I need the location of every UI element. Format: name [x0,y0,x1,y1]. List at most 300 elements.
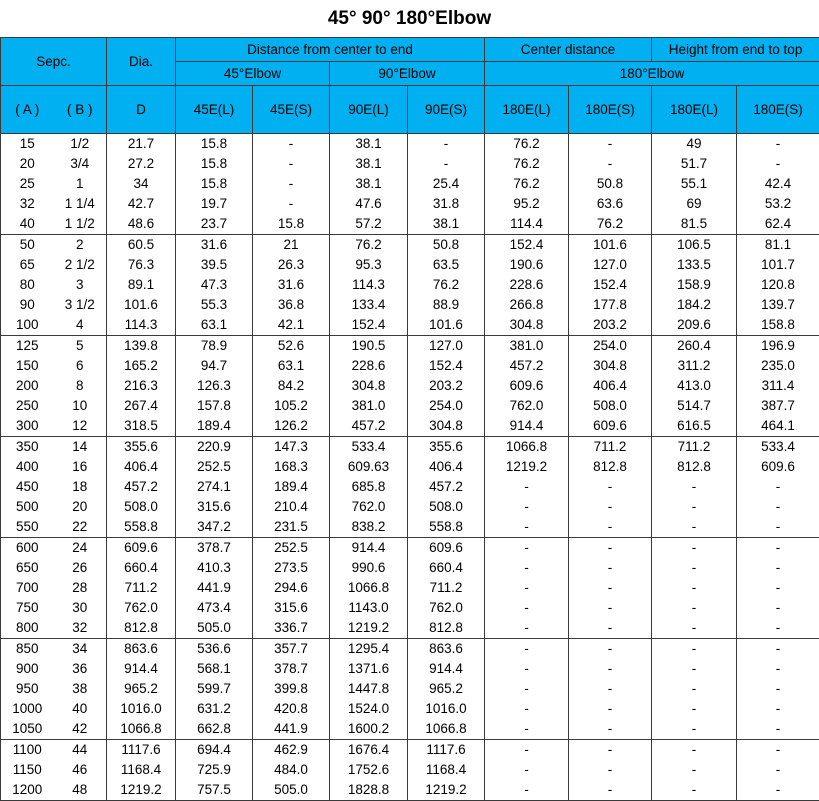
col-d-cell: 318.5 [107,416,176,437]
col-180e-l-center-cell: - [485,719,569,740]
col-180e-l-center-cell: - [485,659,569,679]
col-180e-s-height-header: 180E(S) [737,86,819,134]
col-d-cell: 1066.8 [107,719,176,740]
col-90e-s-cell: 508.0 [408,497,485,517]
col-a-cell: 1200 [1,780,54,801]
col-a-cell: 400 [1,457,54,477]
col-a-cell: 32 [1,194,54,214]
col-90e-s-cell: 88.9 [408,295,485,315]
col-180e-l-height-cell: 51.7 [652,154,737,174]
col-d-cell: 1219.2 [107,780,176,801]
col-180e-s-center-cell: - [569,780,652,801]
col-180e-l-center-cell: 95.2 [485,194,569,214]
col-180e-l-height-cell: 158.9 [652,275,737,295]
table-row [1,699,819,719]
col-180e-l-center-cell: - [485,538,569,559]
col-180e-l-center-cell: - [485,760,569,780]
col-d-cell: 165.2 [107,356,176,376]
col-45e-l-cell: 15.8 [176,134,253,155]
col-180e-s-center-cell: 508.0 [569,396,652,416]
col-180e-l-height-cell: - [652,740,737,761]
col-a-cell: 25 [1,174,54,194]
col-180e-l-height-cell: - [652,477,737,497]
col-180e-s-center-cell: - [569,639,652,660]
col-d-cell: 660.4 [107,558,176,578]
col-90e-l-cell: 1371.6 [330,659,408,679]
col-d-cell: 60.5 [107,235,176,256]
col-180e-s-height-cell: - [737,618,819,639]
col-180e-l-height-cell: - [652,639,737,660]
col-45e-l-header: 45E(L) [176,86,253,134]
col-90e-s-cell: - [408,154,485,174]
col-90e-s-cell: 609.6 [408,538,485,559]
col-180e-s-height-cell: - [737,659,819,679]
col-90e-s-cell: 812.8 [408,618,485,639]
col-180e-s-height-cell: - [737,679,819,699]
col-180e-l-center-cell: 76.2 [485,154,569,174]
col-b-cell: 40 [54,699,107,719]
col-d-cell: 1117.6 [107,740,176,761]
col-a-cell: 500 [1,497,54,517]
table-row [1,477,819,497]
col-a-cell: 65 [1,255,54,275]
col-90e-l-cell: 38.1 [330,154,408,174]
table-row [1,255,819,275]
col-a-cell: 250 [1,396,54,416]
col-180e-s-center-cell: 76.2 [569,214,652,235]
col-45e-l-cell: 63.1 [176,315,253,336]
col-90e-l-cell: 762.0 [330,497,408,517]
col-d-cell: 1016.0 [107,699,176,719]
col-180e-l-center-cell: - [485,497,569,517]
col-45e-s-cell: 252.5 [253,538,330,559]
table-body [1,134,819,801]
col-45e-s-cell: 336.7 [253,618,330,639]
table-row [1,517,819,538]
col-90e-s-cell: 63.5 [408,255,485,275]
col-180e-s-height-cell: 609.6 [737,457,819,477]
col-90e-s-cell: 965.2 [408,679,485,699]
col-b-cell: 44 [54,740,107,761]
col-d-cell: 48.6 [107,214,176,235]
col-180e-s-height-cell: 311.4 [737,376,819,396]
col-180e-l-height-cell: 514.7 [652,396,737,416]
col-90e-s-cell: 254.0 [408,396,485,416]
col-180e-s-height-cell: - [737,740,819,761]
col-90e-s-cell: 304.8 [408,416,485,437]
table-row [1,356,819,376]
col-45e-s-cell: 105.2 [253,396,330,416]
col-45e-s-header: 45E(S) [253,86,330,134]
col-45e-l-cell: 410.3 [176,558,253,578]
col-90e-l-cell: 1828.8 [330,780,408,801]
col-90e-s-cell: 38.1 [408,214,485,235]
col-d-cell: 558.8 [107,517,176,538]
col-180e-l-height-cell: 616.5 [652,416,737,437]
col-180e-s-center-cell: - [569,679,652,699]
col-180e-s-height-cell: 42.4 [737,174,819,194]
col-45e-s-cell: 26.3 [253,255,330,275]
col-90e-l-cell: 228.6 [330,356,408,376]
col-45e-l-cell: 47.3 [176,275,253,295]
col-b-cell: 8 [54,376,107,396]
col-45e-l-cell: 23.7 [176,214,253,235]
table-row [1,214,819,235]
col-45e-s-cell: 31.6 [253,275,330,295]
col-180e-s-height-cell: 387.7 [737,396,819,416]
header-dia: Dia. [107,38,176,86]
col-180e-s-height-cell: 158.8 [737,315,819,336]
col-90e-l-cell: 304.8 [330,376,408,396]
col-b-cell: 16 [54,457,107,477]
col-45e-l-cell: 274.1 [176,477,253,497]
col-45e-l-cell: 19.7 [176,194,253,214]
col-90e-l-cell: 914.4 [330,538,408,559]
elbow-dimensions-table [0,37,819,801]
col-b-cell: 46 [54,760,107,780]
col-45e-l-cell: 568.1 [176,659,253,679]
col-45e-l-cell: 599.7 [176,679,253,699]
col-90e-l-cell: 1143.0 [330,598,408,618]
col-45e-s-cell: 168.3 [253,457,330,477]
col-90e-s-cell: 660.4 [408,558,485,578]
col-90e-s-cell: 152.4 [408,356,485,376]
col-45e-s-cell: 399.8 [253,679,330,699]
col-b-cell: 1 1/4 [54,194,107,214]
col-90e-s-cell: - [408,134,485,155]
col-b-cell: 12 [54,416,107,437]
col-45e-s-cell: - [253,154,330,174]
col-d-cell: 76.3 [107,255,176,275]
column-header-row [1,86,819,134]
col-180e-l-center-cell: 190.6 [485,255,569,275]
col-180e-l-center-cell: - [485,618,569,639]
col-180e-s-center-cell: - [569,538,652,559]
col-180e-s-height-cell: - [737,477,819,497]
col-d-cell: 812.8 [107,618,176,639]
col-180e-s-center-cell: 304.8 [569,356,652,376]
col-180e-s-center-cell: 203.2 [569,315,652,336]
col-a-cell: 550 [1,517,54,538]
col-180e-l-height-cell: 49 [652,134,737,155]
col-180e-s-center-header: 180E(S) [569,86,652,134]
col-90e-l-cell: 685.8 [330,477,408,497]
table-row [1,719,819,740]
col-90e-s-cell: 1219.2 [408,780,485,801]
col-b-cell: 26 [54,558,107,578]
col-90e-l-cell: 95.3 [330,255,408,275]
col-90e-l-cell: 990.6 [330,558,408,578]
col-90e-s-cell: 31.8 [408,194,485,214]
col-180e-l-center-cell: 457.2 [485,356,569,376]
col-b-cell: 48 [54,780,107,801]
col-d-cell: 34 [107,174,176,194]
col-d-cell: 21.7 [107,134,176,155]
col-90e-s-cell: 1066.8 [408,719,485,740]
col-45e-l-cell: 15.8 [176,154,253,174]
table-row [1,558,819,578]
table-row [1,396,819,416]
col-a-cell: 90 [1,295,54,315]
table-row [1,295,819,315]
col-180e-s-center-cell: 609.6 [569,416,652,437]
col-180e-l-height-cell: 81.5 [652,214,737,235]
col-180e-s-center-cell: - [569,154,652,174]
table-row [1,275,819,295]
col-180e-s-height-cell: - [737,517,819,538]
col-a-cell: 125 [1,336,54,357]
col-45e-s-cell: 210.4 [253,497,330,517]
col-b-cell: 1 [54,174,107,194]
col-90e-s-cell: 101.6 [408,315,485,336]
col-a-cell: 950 [1,679,54,699]
col-b-cell: 3 [54,275,107,295]
col-180e-l-center-cell: 609.6 [485,376,569,396]
col-a-cell: 1000 [1,699,54,719]
col-90e-l-cell: 609.63 [330,457,408,477]
col-180e-l-height-cell: - [652,719,737,740]
col-90e-l-cell: 533.4 [330,437,408,458]
col-90e-s-cell: 457.2 [408,477,485,497]
col-45e-l-cell: 694.4 [176,740,253,761]
header-90-elbow: 90°Elbow [330,62,485,86]
col-b-cell: 24 [54,538,107,559]
col-45e-s-cell: 36.8 [253,295,330,315]
col-b-cell: 20 [54,497,107,517]
col-90e-s-cell: 863.6 [408,639,485,660]
col-180e-l-height-cell: - [652,538,737,559]
col-180e-l-height-cell: - [652,497,737,517]
col-d-cell: 101.6 [107,295,176,315]
col-90e-l-cell: 1676.4 [330,740,408,761]
col-180e-l-center-cell: - [485,477,569,497]
col-180e-l-center-cell: 152.4 [485,235,569,256]
col-180e-l-center-cell: 76.2 [485,174,569,194]
col-180e-s-height-cell: - [737,598,819,618]
col-180e-l-center-cell: 1066.8 [485,437,569,458]
table-row [1,639,819,660]
col-d-cell: 457.2 [107,477,176,497]
col-45e-s-cell: - [253,174,330,194]
col-45e-l-cell: 252.5 [176,457,253,477]
col-180e-s-center-cell: 101.6 [569,235,652,256]
col-180e-l-center-header: 180E(L) [485,86,569,134]
col-45e-l-cell: 55.3 [176,295,253,315]
header-45-elbow: 45°Elbow [176,62,330,86]
col-d-cell: 355.6 [107,437,176,458]
col-180e-s-center-cell: - [569,497,652,517]
table-row [1,578,819,598]
col-180e-l-height-cell: 711.2 [652,437,737,458]
col-180e-s-height-cell: - [737,558,819,578]
col-180e-l-center-cell: - [485,679,569,699]
col-90e-l-header: 90E(L) [330,86,408,134]
col-180e-s-center-cell: 152.4 [569,275,652,295]
col-45e-l-cell: 378.7 [176,538,253,559]
col-b-cell: 1/2 [54,134,107,155]
col-b-header: ( B ) [54,86,107,134]
col-180e-s-center-cell: - [569,760,652,780]
col-180e-l-height-cell: 209.6 [652,315,737,336]
col-180e-s-center-cell: - [569,598,652,618]
col-180e-s-center-cell: - [569,578,652,598]
col-a-cell: 600 [1,538,54,559]
col-45e-s-cell: 42.1 [253,315,330,336]
col-180e-s-height-cell: 464.1 [737,416,819,437]
col-90e-s-cell: 1117.6 [408,740,485,761]
table-row [1,760,819,780]
col-45e-l-cell: 157.8 [176,396,253,416]
col-180e-s-center-cell: - [569,719,652,740]
col-45e-l-cell: 78.9 [176,336,253,357]
col-a-cell: 40 [1,214,54,235]
col-180e-l-height-cell: 69 [652,194,737,214]
col-180e-s-height-cell: 62.4 [737,214,819,235]
col-180e-l-height-cell: - [652,659,737,679]
table-row [1,497,819,517]
table-row [1,174,819,194]
col-90e-l-cell: 381.0 [330,396,408,416]
col-180e-s-center-cell: - [569,517,652,538]
col-d-cell: 89.1 [107,275,176,295]
col-d-cell: 139.8 [107,336,176,357]
col-180e-s-height-cell: 53.2 [737,194,819,214]
col-45e-l-cell: 220.9 [176,437,253,458]
col-90e-s-header: 90E(S) [408,86,485,134]
col-45e-s-cell: - [253,194,330,214]
col-45e-s-cell: 147.3 [253,437,330,458]
col-45e-s-cell: 84.2 [253,376,330,396]
col-45e-l-cell: 315.6 [176,497,253,517]
col-180e-l-height-cell: - [652,618,737,639]
col-45e-l-cell: 347.2 [176,517,253,538]
col-180e-l-height-cell: 311.2 [652,356,737,376]
col-a-cell: 650 [1,558,54,578]
col-180e-l-center-cell: - [485,639,569,660]
col-90e-l-cell: 152.4 [330,315,408,336]
col-b-cell: 22 [54,517,107,538]
page-title: 45° 90° 180°Elbow [0,0,819,37]
col-90e-l-cell: 1524.0 [330,699,408,719]
col-b-cell: 10 [54,396,107,416]
col-b-cell: 30 [54,598,107,618]
col-45e-l-cell: 94.7 [176,356,253,376]
table-row [1,416,819,437]
table-row [1,437,819,458]
col-45e-l-cell: 757.5 [176,780,253,801]
col-90e-s-cell: 355.6 [408,437,485,458]
col-180e-l-height-cell: 133.5 [652,255,737,275]
col-45e-s-cell: 441.9 [253,719,330,740]
col-90e-l-cell: 838.2 [330,517,408,538]
col-a-cell: 800 [1,618,54,639]
col-a-cell: 15 [1,134,54,155]
col-90e-l-cell: 114.3 [330,275,408,295]
col-180e-l-height-cell: 106.5 [652,235,737,256]
col-180e-s-height-cell: - [737,760,819,780]
col-b-cell: 1 1/2 [54,214,107,235]
col-b-cell: 3/4 [54,154,107,174]
col-180e-s-center-cell: - [569,134,652,155]
table-row [1,194,819,214]
col-a-cell: 80 [1,275,54,295]
col-d-cell: 965.2 [107,679,176,699]
col-90e-s-cell: 25.4 [408,174,485,194]
col-45e-l-cell: 473.4 [176,598,253,618]
col-b-cell: 2 1/2 [54,255,107,275]
col-180e-l-height-cell: 184.2 [652,295,737,315]
table-row [1,457,819,477]
col-45e-s-cell: 420.8 [253,699,330,719]
col-a-cell: 1050 [1,719,54,740]
col-90e-l-cell: 1447.8 [330,679,408,699]
col-a-cell: 850 [1,639,54,660]
table-row [1,315,819,336]
col-d-cell: 216.3 [107,376,176,396]
col-45e-s-cell: 52.6 [253,336,330,357]
table-row [1,336,819,357]
col-a-cell: 900 [1,659,54,679]
col-b-cell: 14 [54,437,107,458]
col-a-header: ( A ) [1,86,54,134]
table-row [1,235,819,256]
col-90e-s-cell: 558.8 [408,517,485,538]
col-180e-s-height-cell: 139.7 [737,295,819,315]
col-45e-s-cell: - [253,134,330,155]
col-90e-s-cell: 914.4 [408,659,485,679]
header-sepc: Sepc. [1,38,107,86]
table-row [1,740,819,761]
col-180e-s-height-cell: 235.0 [737,356,819,376]
col-180e-s-height-cell: - [737,639,819,660]
col-180e-s-center-cell: 406.4 [569,376,652,396]
col-45e-s-cell: 189.4 [253,477,330,497]
header-180-elbow: 180°Elbow [485,62,819,86]
table-row [1,598,819,618]
col-b-cell: 4 [54,315,107,336]
col-180e-s-height-cell: 533.4 [737,437,819,458]
col-d-cell: 27.2 [107,154,176,174]
col-180e-l-center-cell: 76.2 [485,134,569,155]
table-header [1,38,819,134]
table-row [1,154,819,174]
col-a-cell: 50 [1,235,54,256]
col-45e-s-cell: 126.2 [253,416,330,437]
table-row [1,134,819,155]
col-45e-l-cell: 505.0 [176,618,253,639]
col-180e-l-center-cell: 381.0 [485,336,569,357]
col-180e-s-height-cell: - [737,154,819,174]
col-b-cell: 3 1/2 [54,295,107,315]
col-b-cell: 36 [54,659,107,679]
col-d-cell: 711.2 [107,578,176,598]
col-a-cell: 700 [1,578,54,598]
col-180e-l-height-cell: - [652,578,737,598]
col-b-cell: 32 [54,618,107,639]
col-45e-l-cell: 39.5 [176,255,253,275]
col-a-cell: 750 [1,598,54,618]
col-180e-l-height-cell: - [652,558,737,578]
col-180e-s-height-cell: 81.1 [737,235,819,256]
col-90e-s-cell: 50.8 [408,235,485,256]
col-45e-s-cell: 462.9 [253,740,330,761]
col-d-cell: 863.6 [107,639,176,660]
col-d-cell: 609.6 [107,538,176,559]
col-180e-l-center-cell: 914.4 [485,416,569,437]
col-b-cell: 34 [54,639,107,660]
col-180e-l-height-cell: - [652,517,737,538]
table-row [1,618,819,639]
